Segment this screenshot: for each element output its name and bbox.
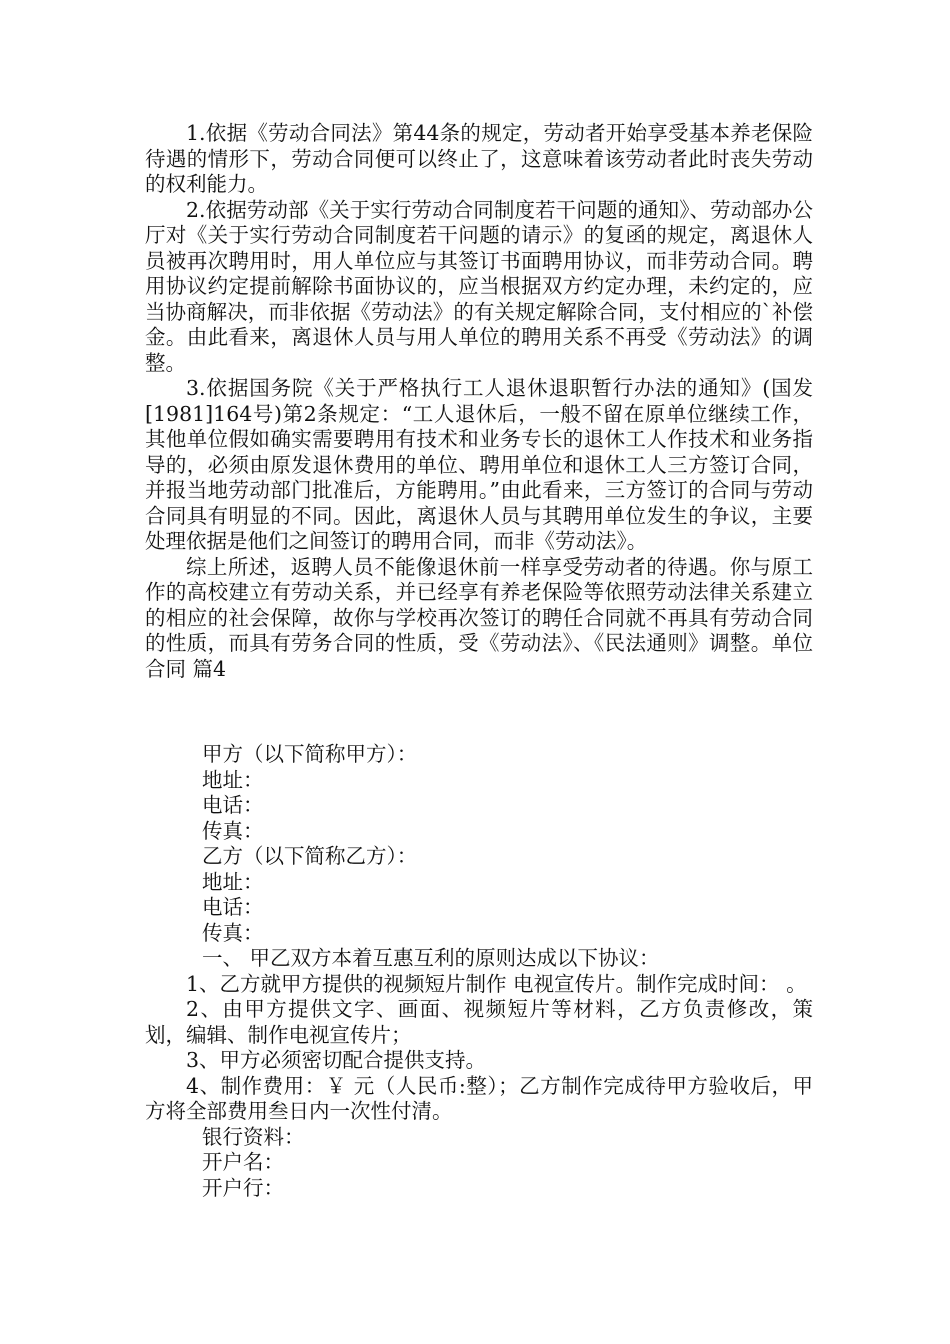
party-b-address: 地址： <box>202 869 264 894</box>
bank-name: 开户行： <box>202 1175 284 1200</box>
party-a-address: 地址： <box>202 767 264 792</box>
party-a-title: 甲方（以下简称甲方）： <box>202 742 418 766</box>
party-b-phone: 电话： <box>202 895 264 919</box>
paragraph-1: 1.依据《劳动合同法》第44条的规定，劳动者开始享受基本养老保险待遇的情形下，劳动合同便可以终止了，这意味着该劳动者此时丧失劳动的权利能力。 <box>145 121 813 196</box>
clause-3: 3、甲方必须密切配合提供支持。 <box>186 1048 487 1072</box>
party-a-fax: 传真： <box>202 818 264 843</box>
paragraph-2: 2.依据劳动部《关于实行劳动合同制度若干问题的通知》、劳动部办公厅对《关于实行劳动合同制度若干问题的请示》的复函的规定，离退休人员被再次聘用时，用人单位应与其签订书面聘用协议，而非劳动合同。聘用协议约定提前解除书面协议的，应当根据双方约定办理，未约定的，应当协商解决，而非依据《劳动法》的有关规定解除合同，支付相应的`补偿金。由此看来，离退休人员与用人单位的聘用关系不再受《劳动法》的调整。 <box>145 197 813 375</box>
party-b-title: 乙方（以下简称乙方）： <box>202 844 418 868</box>
contract-section <box>145 742 813 1201</box>
legal-analysis-section <box>145 121 813 682</box>
paragraph-4: 综上所述，返聘人员不能像退休前一样享受劳动者的待遇。你与原工作的高校建立有劳动关系，并已经享有养老保险等依照劳动法律关系建立的相应的社会保障，故你与学校再次签订的聘任合同就不再具有劳动合同的性质，而具有劳务合同的性质，受《劳动法》、《民法通则》调整。单位合同 篇4 <box>145 554 813 681</box>
paragraph-3: 3.依据国务院《关于严格执行工人退休退职暂行办法的通知》(国发[1981]164号)第2条规定：“工人退休后，一般不留在原单位继续工作，其他单位假如确实需要聘用有技术和业务专长的退休工人作技术和业务指导的，必须由原发退休费用的单位、聘用单位和退休工人三方签订合同，并报当地劳动部门批准后，方能聘用。”由此看来，三方签订的合同与劳动合同具有明显的不同。因此，离退休人员与其聘用单位发生的争议，主要处理依据是他们之间签订的聘用合同，而非《劳动法》。 <box>145 376 813 553</box>
party-a-phone: 电话： <box>202 793 264 817</box>
clause-1: 1、乙方就甲方提供的视频短片制作 电视宣传片。制作完成时间： 。 <box>186 971 807 996</box>
bank-account-name: 开户名： <box>202 1150 284 1174</box>
bank-info-title: 银行资料： <box>202 1124 305 1149</box>
agreement-intro: 一、 甲乙双方本着互惠互利的原则达成以下协议： <box>202 946 660 970</box>
clause-2: 2、由甲方提供文字、画面、视频短片等材料，乙方负责修改，策划，编辑、制作电视宣传片； <box>145 997 813 1047</box>
clause-4: 4、制作费用：￥ 元（人民币:整）；乙方制作完成待甲方验收后，甲方将全部费用叁日内一次性付清。 <box>145 1073 813 1123</box>
party-b-fax: 传真： <box>202 920 264 945</box>
